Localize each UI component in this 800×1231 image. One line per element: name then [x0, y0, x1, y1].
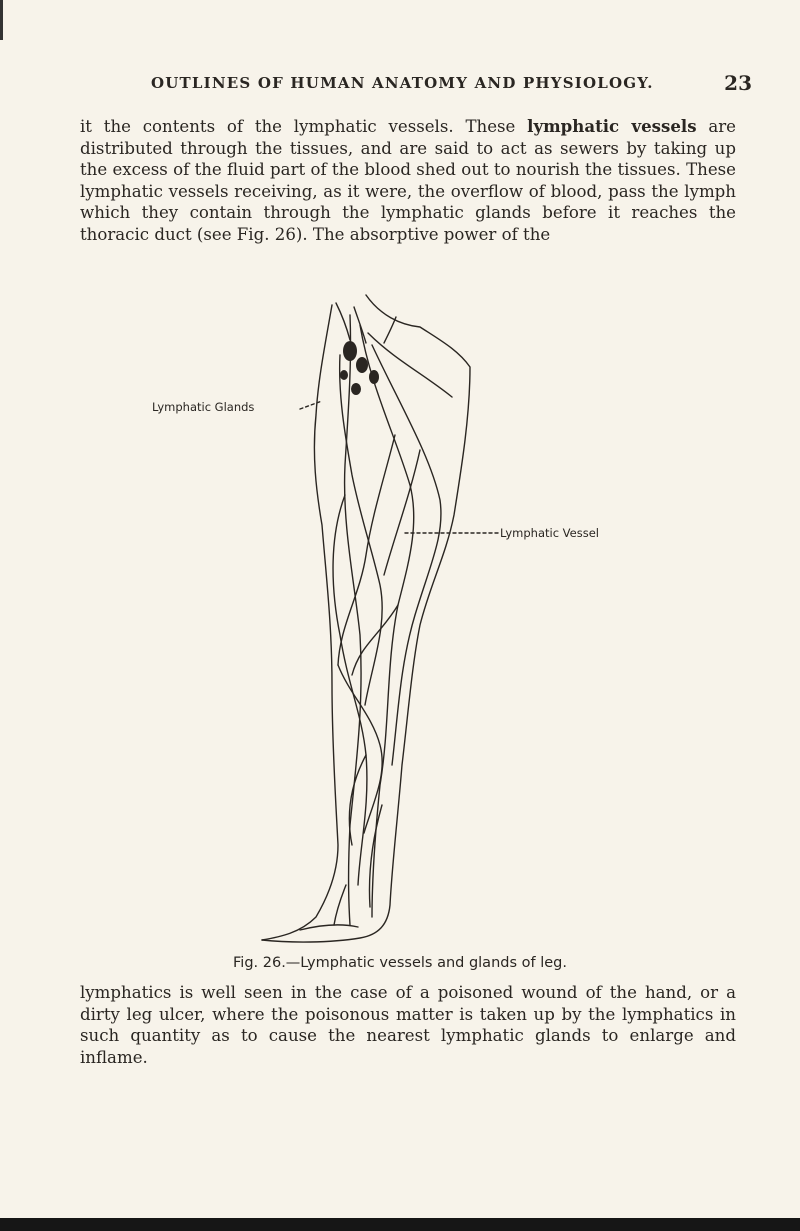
paragraph-bottom: lymphatics is well seen in the case of a poisoned wound of the hand, or a dirty leg ulcer, where the poisonous matter is taken up by the lymphatics in such quantity as to cause the nearest lymphatic glands to enlarge and inflame.: [80, 983, 736, 1067]
foot-detail: [300, 925, 358, 930]
lymphatic-glands-cluster: [340, 341, 379, 395]
vessel-12: [370, 805, 383, 907]
vessel-11: [352, 605, 398, 675]
figure-caption: Fig. 26.—Lymphatic vessels and glands of leg.: [233, 955, 567, 971]
figure-leg-lymphatics: [0, 285, 800, 955]
top-vessel-a: [336, 303, 350, 340]
vessel-3: [368, 333, 452, 397]
vessel-8: [384, 450, 420, 575]
top-vessel-c: [384, 317, 396, 343]
label-lymphatic-glands: Lymphatic Glands: [152, 400, 255, 414]
vessel-9: [338, 665, 382, 833]
paragraph-top-bold: lymphatic vessels: [527, 116, 697, 136]
leg-illustration: [0, 285, 800, 955]
bottom-scan-edge: [0, 1218, 800, 1231]
label-lymphatic-vessel: Lymphatic Vessel: [500, 526, 599, 540]
paragraph-top: [80, 116, 736, 245]
glands-leader-line: [300, 401, 322, 409]
leg-outline-right: [262, 295, 470, 942]
page-edge: [0, 0, 3, 40]
leg-outline-left: [262, 305, 338, 940]
vessel-13: [334, 885, 346, 925]
paragraph-top-part3: are distributed through the tissues, and are said to act as sewers by taking up the excess of the fluid part of the blood shed out to nourish the tissues. These lymphatic vessels receiving, as it were, the overflow of blood, pass the lymph which they contain through the lymphatic glands before it reaches the thoracic duct (see Fig. 26). The absorptive power of the: [80, 117, 736, 244]
top-vessel-b: [354, 307, 366, 343]
page-number: 23: [724, 71, 752, 95]
paragraph-top-part1: it the contents of the lymphatic vessels. These: [80, 117, 528, 136]
vessel-7: [338, 435, 395, 665]
running-title: OUTLINES OF HUMAN ANATOMY AND PHYSIOLOGY.: [151, 74, 654, 92]
running-head: [0, 71, 800, 98]
